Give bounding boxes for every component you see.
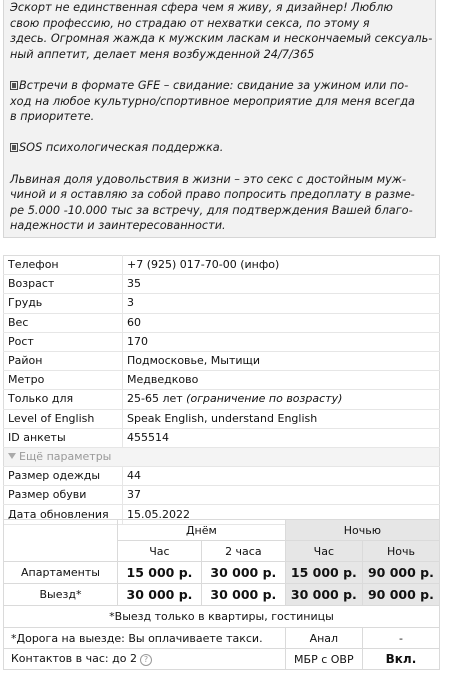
- more-params-label: Ещё параметры: [19, 449, 112, 463]
- param-row-shoes: [4, 486, 440, 505]
- price-cell: 15 000 р.: [285, 562, 362, 584]
- param-value: 35: [123, 275, 440, 294]
- description-paragraph: Львиная доля удовольствия в жизни – это секс с достойным муж- чиной и я оставляю за собой право попросить предоплату в разме- ре 5.000 -10.000 тыс за встречу, для подтверждения Вашей благо- надежности и заинтересованности.: [10, 172, 415, 233]
- param-label: Level of English: [4, 409, 123, 428]
- outcall-note: *Выезд только в квартиры, гостиницы: [4, 606, 440, 628]
- param-row-clothes: [4, 467, 440, 486]
- phone-value[interactable]: +7 (925) 017-70-00 (инфо): [123, 256, 440, 275]
- param-label: Размер одежды: [4, 467, 123, 486]
- param-label: Рост: [4, 332, 123, 351]
- col-night-hour: Час: [285, 541, 362, 562]
- more-params-toggle[interactable]: [4, 447, 440, 466]
- day-header: Днём: [118, 520, 286, 541]
- param-row-breast: [4, 294, 440, 313]
- param-value: Speak English, understand English: [123, 409, 440, 428]
- param-row-district: [4, 351, 440, 370]
- anal-value: -: [362, 628, 439, 649]
- param-label: Возраст: [4, 275, 123, 294]
- contacts-per-hour: Контактов в час: до 2 ?: [4, 649, 286, 670]
- col-hour: Час: [118, 541, 202, 562]
- param-label: Метро: [4, 371, 123, 390]
- price-cell: 30 000 р.: [118, 584, 202, 606]
- mbr-label: МБР с ОВР: [285, 649, 362, 670]
- age-restriction-note: (ограничение по возрасту): [186, 392, 343, 406]
- price-cell: 15 000 р.: [118, 562, 202, 584]
- square-emoji-icon: [10, 143, 18, 152]
- param-value: 170: [123, 332, 440, 351]
- description-paragraph: Встречи в формате GFE – свидание: свидание за ужином или по- ход на любое культурно/спортивное мероприятие для меня всегда в приоритете.: [10, 78, 415, 124]
- prices-table: [3, 519, 440, 670]
- param-label: Грудь: [4, 294, 123, 313]
- price-cell: 90 000 р.: [362, 584, 439, 606]
- param-value: 15.05.2022: [123, 505, 440, 524]
- param-label: Район: [4, 351, 123, 370]
- param-value: Медведково: [123, 371, 440, 390]
- triangle-down-icon: [8, 453, 16, 459]
- param-value: 60: [123, 313, 440, 332]
- description-paragraph: Эскорт не единственная сфера чем я живу, я дизайнер! Люблю свою профессию, но страдаю от нехватки секса, по этому я здесь. Огромная жажда к мужским ласкам и нескончаемый сексуаль- ный аппетит, делает меня возбужденной 24/7/365: [10, 1, 433, 61]
- params-table: [3, 255, 440, 525]
- param-label: Размер обуви: [4, 486, 123, 505]
- param-row-metro: [4, 371, 440, 390]
- param-label: Дата обновления: [4, 505, 123, 524]
- param-row-weight: [4, 313, 440, 332]
- param-value: Подмосковье, Мытищи: [123, 351, 440, 370]
- param-value: 25-65 лет (ограничение по возрасту): [123, 390, 440, 409]
- price-cell: 30 000 р.: [285, 584, 362, 606]
- anal-label: Анал: [285, 628, 362, 649]
- param-row-english: [4, 409, 440, 428]
- col-two-hours: 2 часа: [201, 541, 285, 562]
- row-label: Апартаменты: [4, 562, 118, 584]
- param-value: 37: [123, 486, 440, 505]
- road-note: *Дорога на выезде: Вы оплачиваете такси.: [4, 628, 286, 649]
- square-emoji-icon: [10, 81, 18, 90]
- description-paragraph: SOS психологическая поддержка.: [10, 140, 435, 156]
- param-row-phone: [4, 256, 440, 275]
- param-value: 455514: [123, 428, 440, 447]
- row-label: Выезд*: [4, 584, 118, 606]
- param-row-only-for: [4, 390, 440, 409]
- param-label: Вес: [4, 313, 123, 332]
- param-label: Телефон: [4, 256, 123, 275]
- question-icon[interactable]: ?: [140, 654, 152, 666]
- param-row-age: [4, 275, 440, 294]
- price-cell: 90 000 р.: [362, 562, 439, 584]
- col-night: Ночь: [362, 541, 439, 562]
- param-label: ID анкеты: [4, 428, 123, 447]
- price-cell: 30 000 р.: [201, 562, 285, 584]
- param-row-height: [4, 332, 440, 351]
- night-header: Ночью: [285, 520, 439, 541]
- param-value: 44: [123, 467, 440, 486]
- price-row-outcall: [4, 584, 440, 606]
- price-cell: 30 000 р.: [201, 584, 285, 606]
- price-row-apartments: [4, 562, 440, 584]
- param-row-id: [4, 428, 440, 447]
- param-label: Только для: [4, 390, 123, 409]
- description-block: [3, 0, 436, 238]
- param-value: 3: [123, 294, 440, 313]
- mbr-value: Вкл.: [362, 649, 439, 670]
